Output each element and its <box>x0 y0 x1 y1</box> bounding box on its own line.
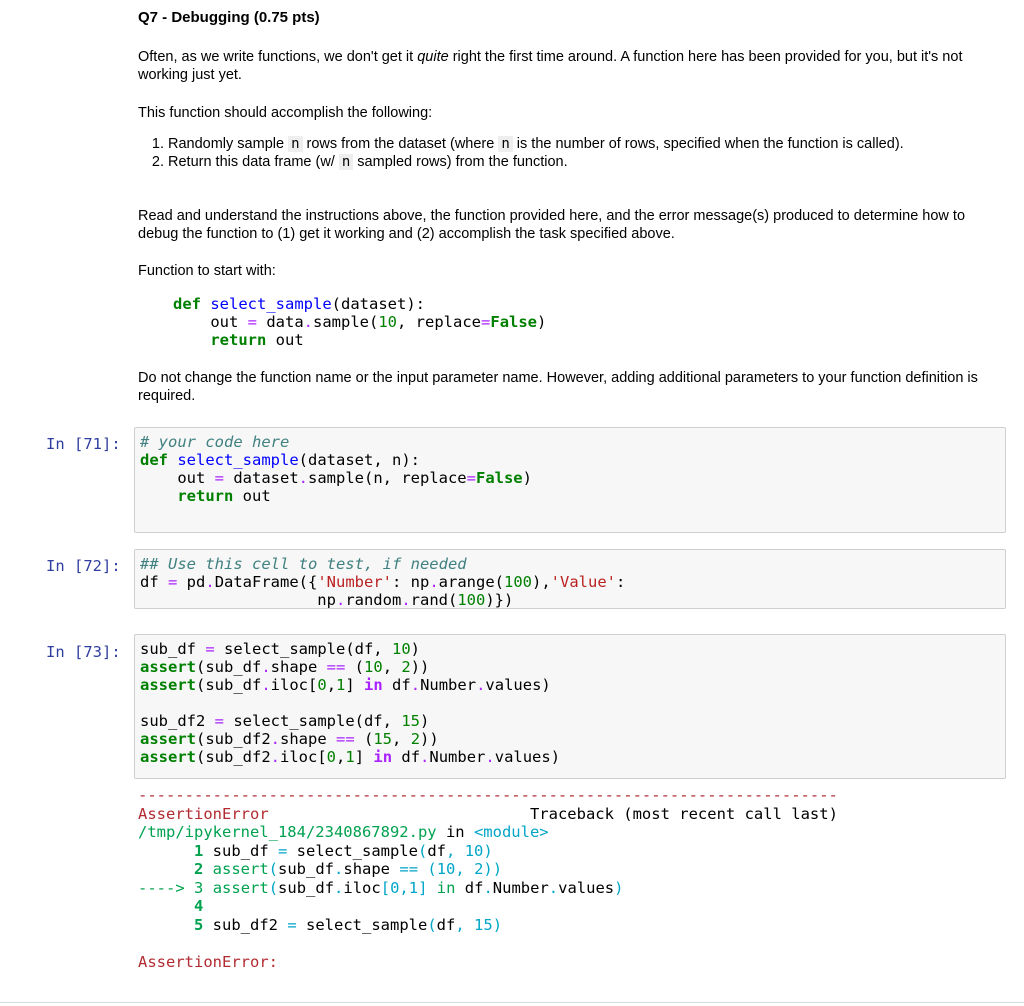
error-name: AssertionError <box>138 804 269 823</box>
error-arrow: ----> <box>138 878 185 897</box>
cell-code[interactable]: # your code here def select_sample(dataset, n): out = dataset.sample(n, replace=False) return out <box>140 433 532 505</box>
starter-code-block: def select_sample(dataset): out = data.sample(10, replace=False) return out <box>173 295 547 349</box>
page-divider <box>0 1002 1024 1003</box>
module-name: <module> <box>473 823 549 841</box>
code-cell[interactable] <box>134 549 1006 609</box>
traceback-label: Traceback (most recent call last) <box>529 804 838 823</box>
cell-prompt: In [72]: <box>46 557 121 575</box>
cell-prompt: In [71]: <box>46 435 121 453</box>
emphasis-quite: quite <box>417 49 449 65</box>
cell-code[interactable]: ## Use this cell to test, if needed df = pd.DataFrame({'Number': np.arange(100),'Value': np.random.rand(100)}) <box>140 555 626 609</box>
question-heading: Q7 - Debugging (0.75 pts) <box>138 9 320 26</box>
cell-output <box>138 786 838 971</box>
cell-code[interactable]: sub_df = select_sample(df, 10) assert(sub_df.shape == (10, 2)) assert(sub_df.iloc[0,1] in df.Number.values) sub_df2 = select_sample(df, 15) assert(sub_df2.shape == (15, 2)) assert(sub_df2.iloc[0,1] in df.Number.values) <box>140 640 561 766</box>
file-path: /tmp/ipykernel_184/2340867892.py <box>138 823 437 841</box>
step-item: 1. Randomly sample n rows from the dataset (where n is the number of rows, specified when the function is called). <box>168 135 1008 153</box>
step-item: 2. Return this data frame (w/ n sampled rows) from the function. <box>168 153 1008 171</box>
traceback-text: --------------------------------------------------------------------------- AssertionError Traceback (most recent call last) /tmp/ipykernel_184/2340867892.py in <module> 1 sub_df = select_sample(df, 10) 2 assert(sub_df.shape == (10, 2)) ----> 3 assert(sub_df.iloc[0,1] in df.Number.values) 4 5 sub_df2 = select_sample(df, 15) AssertionError: <box>138 786 838 971</box>
code-cell[interactable] <box>134 634 1006 779</box>
intro-paragraph: Often, as we write functions, we don't get it quite right the first time around. A function here has been provided for you, but it's not working just yet. <box>138 49 963 83</box>
final-error: AssertionError: <box>138 952 278 971</box>
note-paragraph: Do not change the function name or the input parameter name. However, adding additional parameters to your function definition is required. <box>138 370 978 404</box>
code-cell[interactable] <box>134 427 1006 533</box>
read-paragraph: Read and understand the instructions above, the function provided here, and the error message(s) produced to determine how to debug the function to (1) get it working and (2) accomplish the task specified above. <box>138 208 966 242</box>
steps-list <box>150 135 1008 171</box>
cell-prompt: In [73]: <box>46 643 121 661</box>
should-paragraph: This function should accomplish the following: <box>138 105 433 121</box>
start-paragraph: Function to start with: <box>138 263 276 279</box>
